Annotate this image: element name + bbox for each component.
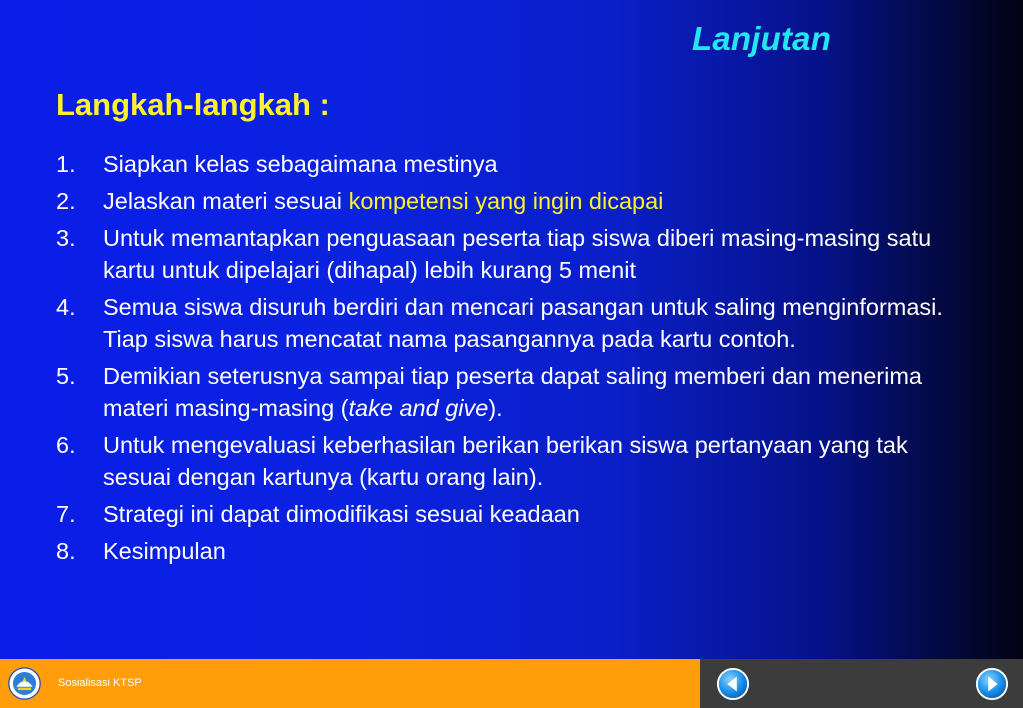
step-text: Semua siswa disuruh berdiri dan mencari pasangan untuk saling menginformasi. Tiap siswa harus mencatat nama pasangannya pada kartu contoh.	[103, 294, 943, 352]
step-item-8	[56, 535, 956, 567]
tut-wuri-handayani-logo-icon	[8, 667, 41, 700]
step-text: Kesimpulan	[103, 538, 226, 564]
footer-orange-panel	[0, 659, 700, 708]
footer-bar	[0, 659, 1023, 708]
step-text-end: ).	[488, 395, 503, 421]
slide-subtitle: Lanjutan	[692, 20, 832, 57]
step-number: 2.	[56, 188, 76, 214]
step-item-4	[56, 291, 956, 355]
step-italic-text: take and give	[348, 395, 489, 421]
step-text: Strategi ini dapat dimodifikasi sesuai keadaan	[103, 501, 580, 527]
step-item-5	[56, 360, 956, 424]
slide-heading: Langkah-langkah :	[56, 87, 330, 122]
step-highlight-text: kompetensi yang ingin dicapai	[348, 188, 664, 214]
step-number: 3.	[56, 225, 76, 251]
step-item-1	[56, 148, 956, 180]
step-item-7	[56, 498, 956, 530]
step-number: 1.	[56, 151, 76, 177]
arrow-right-icon[interactable]	[975, 667, 1009, 701]
step-number: 4.	[56, 294, 76, 320]
steps-list	[56, 148, 956, 572]
step-number: 6.	[56, 432, 76, 458]
step-text: Untuk memantapkan penguasaan peserta tiap siswa diberi masing-masing satu kartu untuk dipelajari (dihapal) lebih kurang 5 menit	[103, 225, 932, 283]
step-item-6	[56, 429, 956, 493]
step-number: 8.	[56, 538, 76, 564]
step-item-2	[56, 185, 956, 217]
step-item-3	[56, 222, 956, 286]
step-text: Demikian seterusnya sampai tiap peserta dapat saling memberi dan menerima materi masing-masing (	[103, 363, 922, 421]
step-text: Untuk mengevaluasi keberhasilan berikan berikan siswa pertanyaan yang tak sesuai dengan kartunya (kartu orang lain).	[103, 432, 908, 490]
step-number: 5.	[56, 363, 76, 389]
footer-text: Sosialisasi KTSP	[58, 677, 142, 689]
step-text: Siapkan kelas sebagaimana mestinya	[103, 151, 498, 177]
step-number: 7.	[56, 501, 76, 527]
step-text: Jelaskan materi sesuai	[103, 188, 349, 214]
arrow-left-icon[interactable]	[716, 667, 750, 701]
